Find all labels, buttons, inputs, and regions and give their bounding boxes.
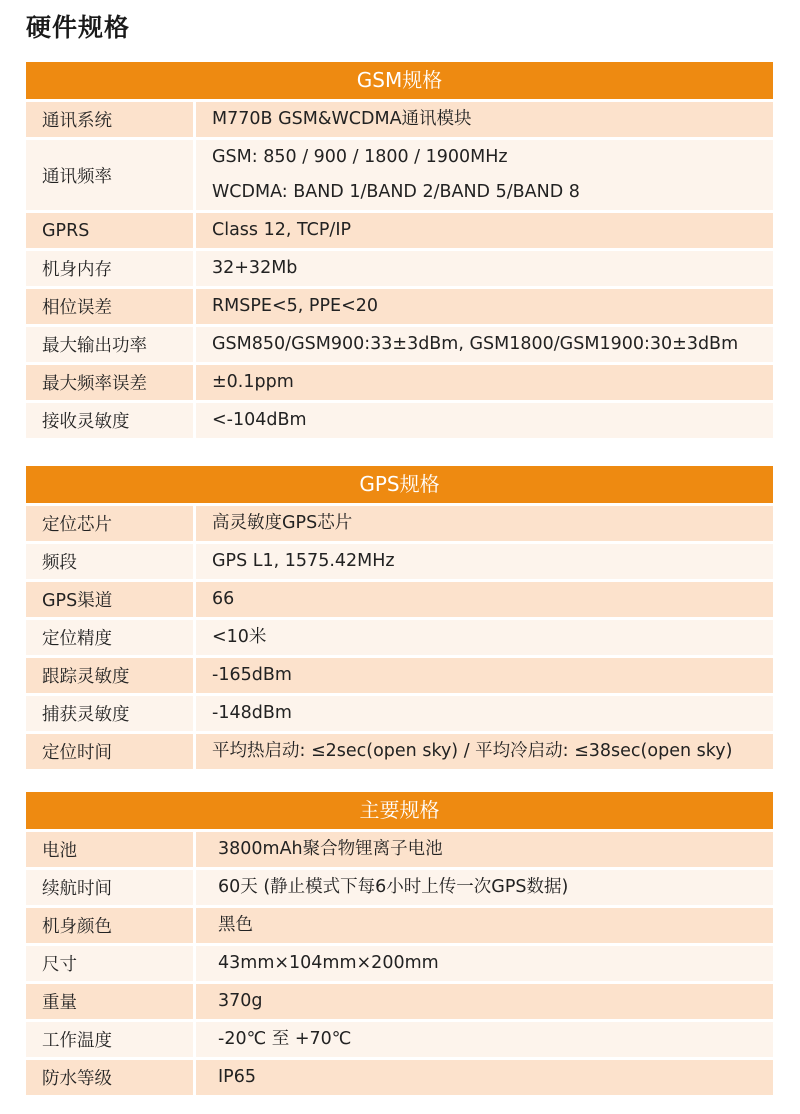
row-label: 捕获灵敏度 [26,696,193,731]
row-value-cell [196,544,773,579]
table-row [26,658,773,693]
row-value: 32+32Mb [212,258,298,278]
row-value: GSM: 850 / 900 / 1800 / 1900MHz [212,147,508,167]
row-value-cell [196,403,773,438]
row-value: -148dBm [212,703,292,723]
row-label: 定位精度 [26,620,193,655]
table-row [26,140,773,210]
row-value-cell [196,946,773,981]
table-row [26,403,773,438]
row-label: 频段 [26,544,193,579]
gsm-spec-table [26,62,773,438]
row-label: 尺寸 [26,946,193,981]
table-row [26,1060,773,1095]
row-value: 黑色 [218,915,253,935]
row-value: 高灵敏度GPS芯片 [212,513,353,533]
table-row [26,1022,773,1057]
row-value-cell [196,140,773,210]
row-label: 通讯频率 [26,140,193,210]
row-label: 防水等级 [26,1060,193,1095]
table-row [26,832,773,867]
row-value-cell [196,908,773,943]
table-row [26,984,773,1019]
table-row [26,870,773,905]
row-value-cell [196,870,773,905]
row-value-cell [196,984,773,1019]
table-row [26,327,773,362]
row-label: 工作温度 [26,1022,193,1057]
row-label: 相位误差 [26,289,193,324]
row-value: WCDMA: BAND 1/BAND 2/BAND 5/BAND 8 [212,182,580,202]
row-value-cell [196,327,773,362]
row-value-cell [196,365,773,400]
table-row [26,582,773,617]
table-row [26,506,773,541]
row-value-cell [196,620,773,655]
row-label: GPRS [26,213,193,248]
gps-spec-table [26,466,773,769]
table-row [26,734,773,769]
row-value: -20℃ 至 +70℃ [218,1029,352,1049]
row-label: 通讯系统 [26,102,193,137]
row-value: <10米 [212,627,267,647]
main-spec-table [26,792,773,1095]
row-label: 续航时间 [26,870,193,905]
row-label: 电池 [26,832,193,867]
table-row [26,696,773,731]
row-value-cell [196,251,773,286]
table-row [26,365,773,400]
table-row [26,213,773,248]
section-header: GPS规格 [26,466,773,503]
row-label: 最大输出功率 [26,327,193,362]
row-value: GSM850/GSM900:33±3dBm, GSM1800/GSM1900:30±3dBm [212,334,739,354]
table-row [26,251,773,286]
row-label: 跟踪灵敏度 [26,658,193,693]
row-value: 3800mAh聚合物锂离子电池 [218,839,443,859]
row-value: Class 12, TCP/IP [212,220,352,240]
row-label: 定位芯片 [26,506,193,541]
row-value: M770B GSM&WCDMA通讯模块 [212,109,472,129]
row-value-cell [196,1022,773,1057]
table-row [26,544,773,579]
row-value: 平均热启动: ≤2sec(open sky) / 平均冷启动: ≤38sec(open sky) [212,741,733,761]
row-value-cell [196,658,773,693]
row-value-cell [196,582,773,617]
row-value-cell [196,289,773,324]
row-value: ±0.1ppm [212,372,294,392]
table-row [26,908,773,943]
row-label: 接收灵敏度 [26,403,193,438]
row-value: GPS L1, 1575.42MHz [212,551,395,571]
row-value-cell [196,102,773,137]
row-value-cell [196,832,773,867]
row-value: RMSPE<5, PPE<20 [212,296,378,316]
row-value-cell [196,213,773,248]
row-value: 43mm×104mm×200mm [218,953,439,973]
row-value-cell [196,734,773,769]
row-label: GPS渠道 [26,582,193,617]
row-value: -165dBm [212,665,292,685]
row-label: 机身颜色 [26,908,193,943]
table-row [26,946,773,981]
row-label: 机身内存 [26,251,193,286]
page-title: 硬件规格 [26,13,131,42]
row-value-cell [196,696,773,731]
row-value-cell [196,506,773,541]
row-label: 定位时间 [26,734,193,769]
row-value: 60天 (静止模式下每6小时上传一次GPS数据) [218,877,569,897]
table-row [26,620,773,655]
row-value: 66 [212,589,235,609]
table-row [26,289,773,324]
row-label: 重量 [26,984,193,1019]
section-header: GSM规格 [26,62,773,99]
row-value: 370g [218,991,263,1011]
table-row [26,102,773,137]
row-value: <-104dBm [212,410,307,430]
section-header: 主要规格 [26,792,773,829]
row-value-cell [196,1060,773,1095]
row-value: IP65 [218,1067,256,1087]
row-label: 最大频率误差 [26,365,193,400]
